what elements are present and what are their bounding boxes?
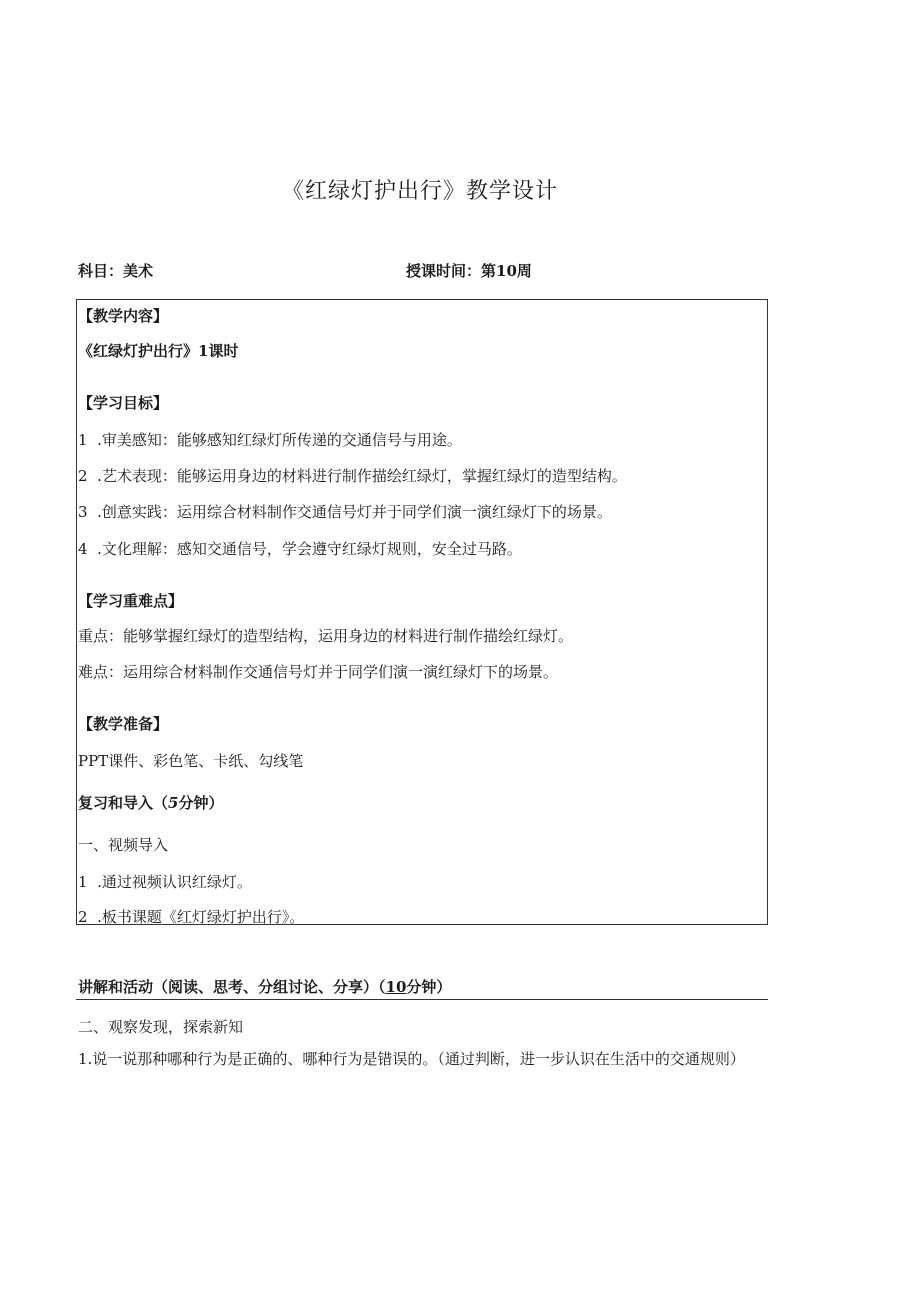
goal-item: 2 .艺术表现：能够运用身边的材料进行制作描绘红绿灯，掌握红绿灯的造型结构。: [78, 467, 627, 485]
review-intro-heading: 复习和导入（5分钟）: [78, 794, 224, 812]
difficult-point: 难点：运用综合材料制作交通信号灯并于同学们演一演红绿灯下的场景。: [78, 663, 559, 681]
key-point: 重点：能够掌握红绿灯的造型结构，运用身边的材料进行制作描绘红绿灯。: [78, 627, 574, 645]
heading-preparation: 【教学准备】: [78, 715, 169, 733]
activity-paragraph: 1.说一说那种哪种行为是正确的、哪种行为是错误的。（通过判断，进一步认识在生活中的交通规则）: [78, 1050, 745, 1068]
section-divider: [76, 999, 768, 1000]
goal-item: 3 .创意实践：运用综合材料制作交通信号灯并于同学们演一演红绿灯下的场景。: [78, 503, 612, 521]
activity-minutes: 10: [385, 978, 407, 996]
heading-key-points: 【学习重难点】: [78, 592, 184, 610]
video-intro: 一、视频导入: [78, 836, 169, 854]
step-item: 2 .板书课题《红灯绿灯护出行》。: [78, 908, 305, 926]
review-minutes: 5: [168, 794, 179, 812]
heading-teaching-content: 【教学内容】: [78, 307, 169, 325]
heading-learning-goals: 【学习目标】: [78, 394, 169, 412]
title-text: 《红绿灯护出行》教学设计: [281, 179, 558, 204]
document-title: [0, 174, 840, 205]
activity-heading: 讲解和活动（阅读、思考、分组讨论、分享）（10分钟）: [78, 978, 452, 996]
preparation-materials: PPT课件、彩色笔、卡纸、勾线笔: [78, 752, 304, 770]
lesson-content-box: [76, 299, 768, 925]
lesson-hours: 《红绿灯护出行》1课时: [78, 342, 239, 360]
class-time-label: 授课时间：第10周: [406, 262, 532, 280]
goal-item: 4 .文化理解：感知交通信号，学会遵守红绿灯规则，安全过马路。: [78, 540, 522, 558]
goal-item: 1 .审美感知：能够感知红绿灯所传递的交通信号与用途。: [78, 431, 462, 449]
step-item: 1 .通过视频认识红绿灯。: [78, 873, 252, 891]
subject-label: 科目：美术: [78, 262, 154, 280]
observe-subheading: 二、观察发现，探索新知: [78, 1018, 244, 1036]
